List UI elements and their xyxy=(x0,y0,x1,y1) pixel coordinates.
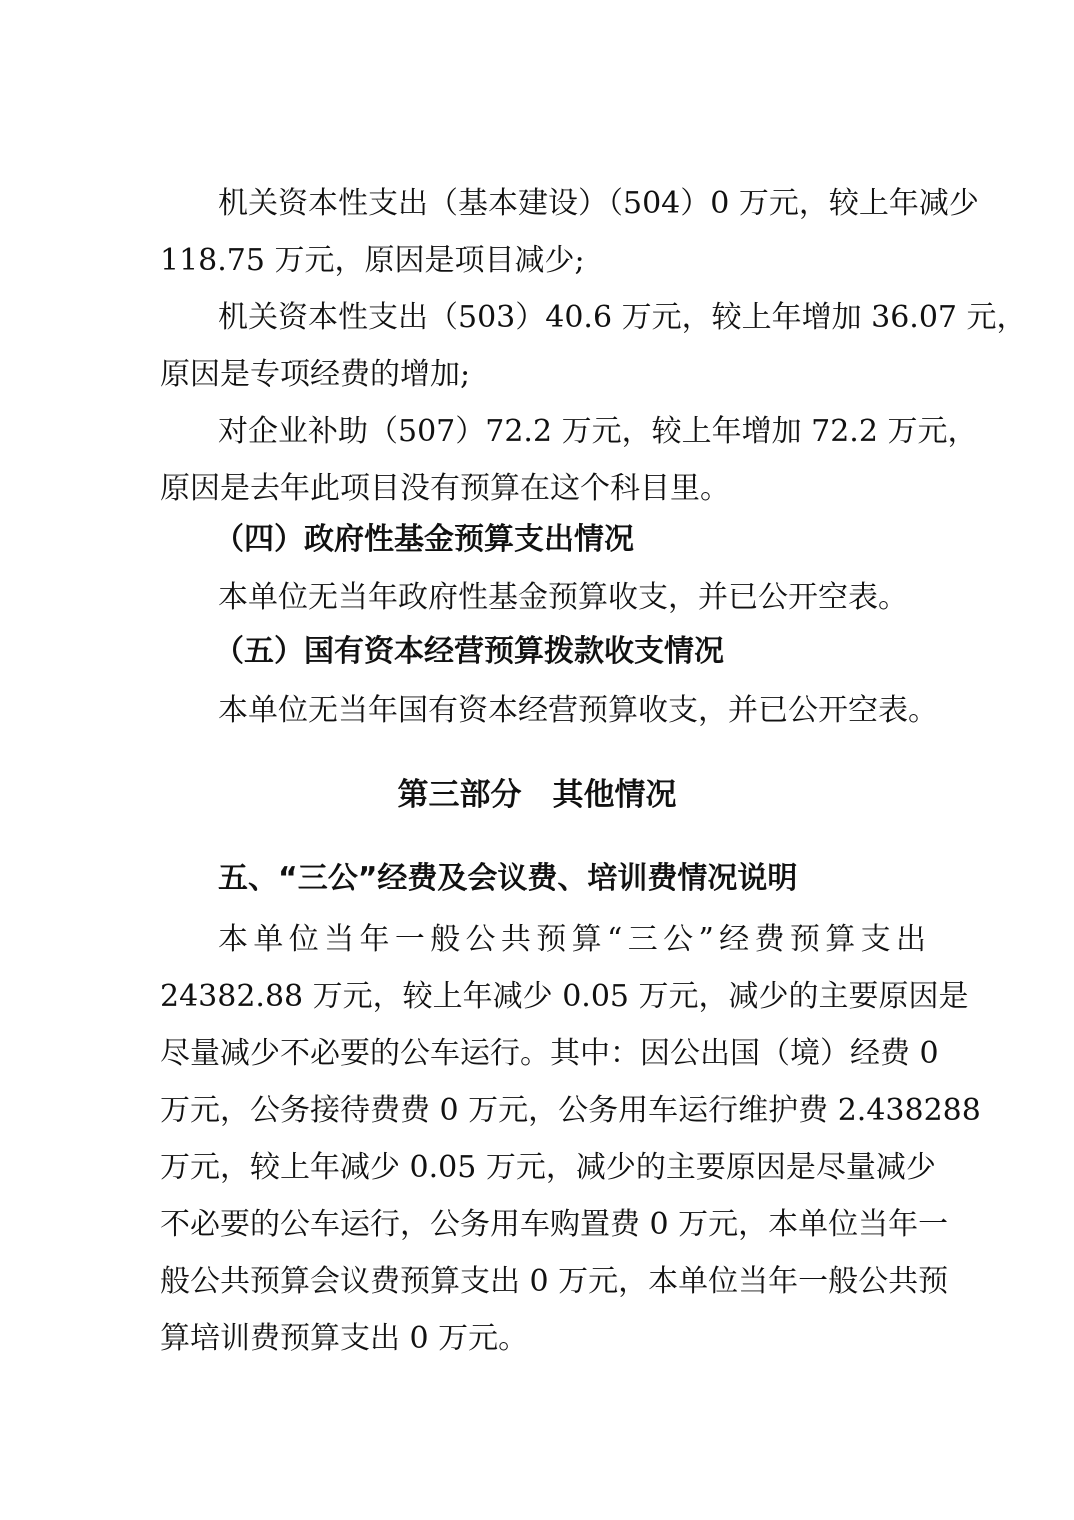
paragraph-line: 算培训费预算支出 0 万元。 xyxy=(160,1321,529,1356)
paragraph-line: 对企业补助（507）72.2 万元，较上年增加 72.2 万元， xyxy=(218,414,978,449)
paragraph-line: 万元，公务接待费费 0 万元，公务用车运行维护费 2.438288 xyxy=(160,1093,981,1128)
paragraph-line: 24382.88 万元，较上年减少 0.05 万元，减少的主要原因是 xyxy=(160,979,969,1014)
paragraph-line: 原因是去年此项目没有预算在这个科目里。 xyxy=(160,471,730,506)
section-five-title: 五、“三公”经费及会议费、培训费情况说明 xyxy=(218,861,798,896)
paragraph-line: 尽量减少不必要的公车运行。其中：因公出国（境）经费 0 xyxy=(160,1036,939,1071)
paragraph-line: 118.75 万元，原因是项目减少; xyxy=(160,243,585,278)
paragraph-line: 本单位当年一般公共预算“三公”经费预算支出 xyxy=(218,922,926,957)
paragraph-line: 万元，较上年减少 0.05 万元，减少的主要原因是尽量减少 xyxy=(160,1150,936,1185)
paragraph-line: 本单位无当年政府性基金预算收支，并已公开空表。 xyxy=(218,580,908,615)
part-three-title: 第三部分 其他情况 xyxy=(397,777,677,813)
paragraph-line: 本单位无当年国有资本经营预算收支，并已公开空表。 xyxy=(218,693,938,728)
subheading-government-fund: （四）政府性基金预算支出情况 xyxy=(214,522,634,557)
subheading-state-capital: （五）国有资本经营预算拨款收支情况 xyxy=(214,634,724,669)
paragraph-line: 机关资本性支出（503）40.6 万元，较上年增加 36.07 元， xyxy=(218,300,1027,335)
paragraph-line: 般公共预算会议费预算支出 0 万元，本单位当年一般公共预 xyxy=(160,1264,949,1299)
paragraph-line: 机关资本性支出（基本建设）（504）0 万元，较上年减少 xyxy=(218,186,979,221)
paragraph-line: 原因是专项经费的增加; xyxy=(160,357,471,392)
paragraph-line: 不必要的公车运行，公务用车购置费 0 万元，本单位当年一 xyxy=(160,1207,949,1242)
